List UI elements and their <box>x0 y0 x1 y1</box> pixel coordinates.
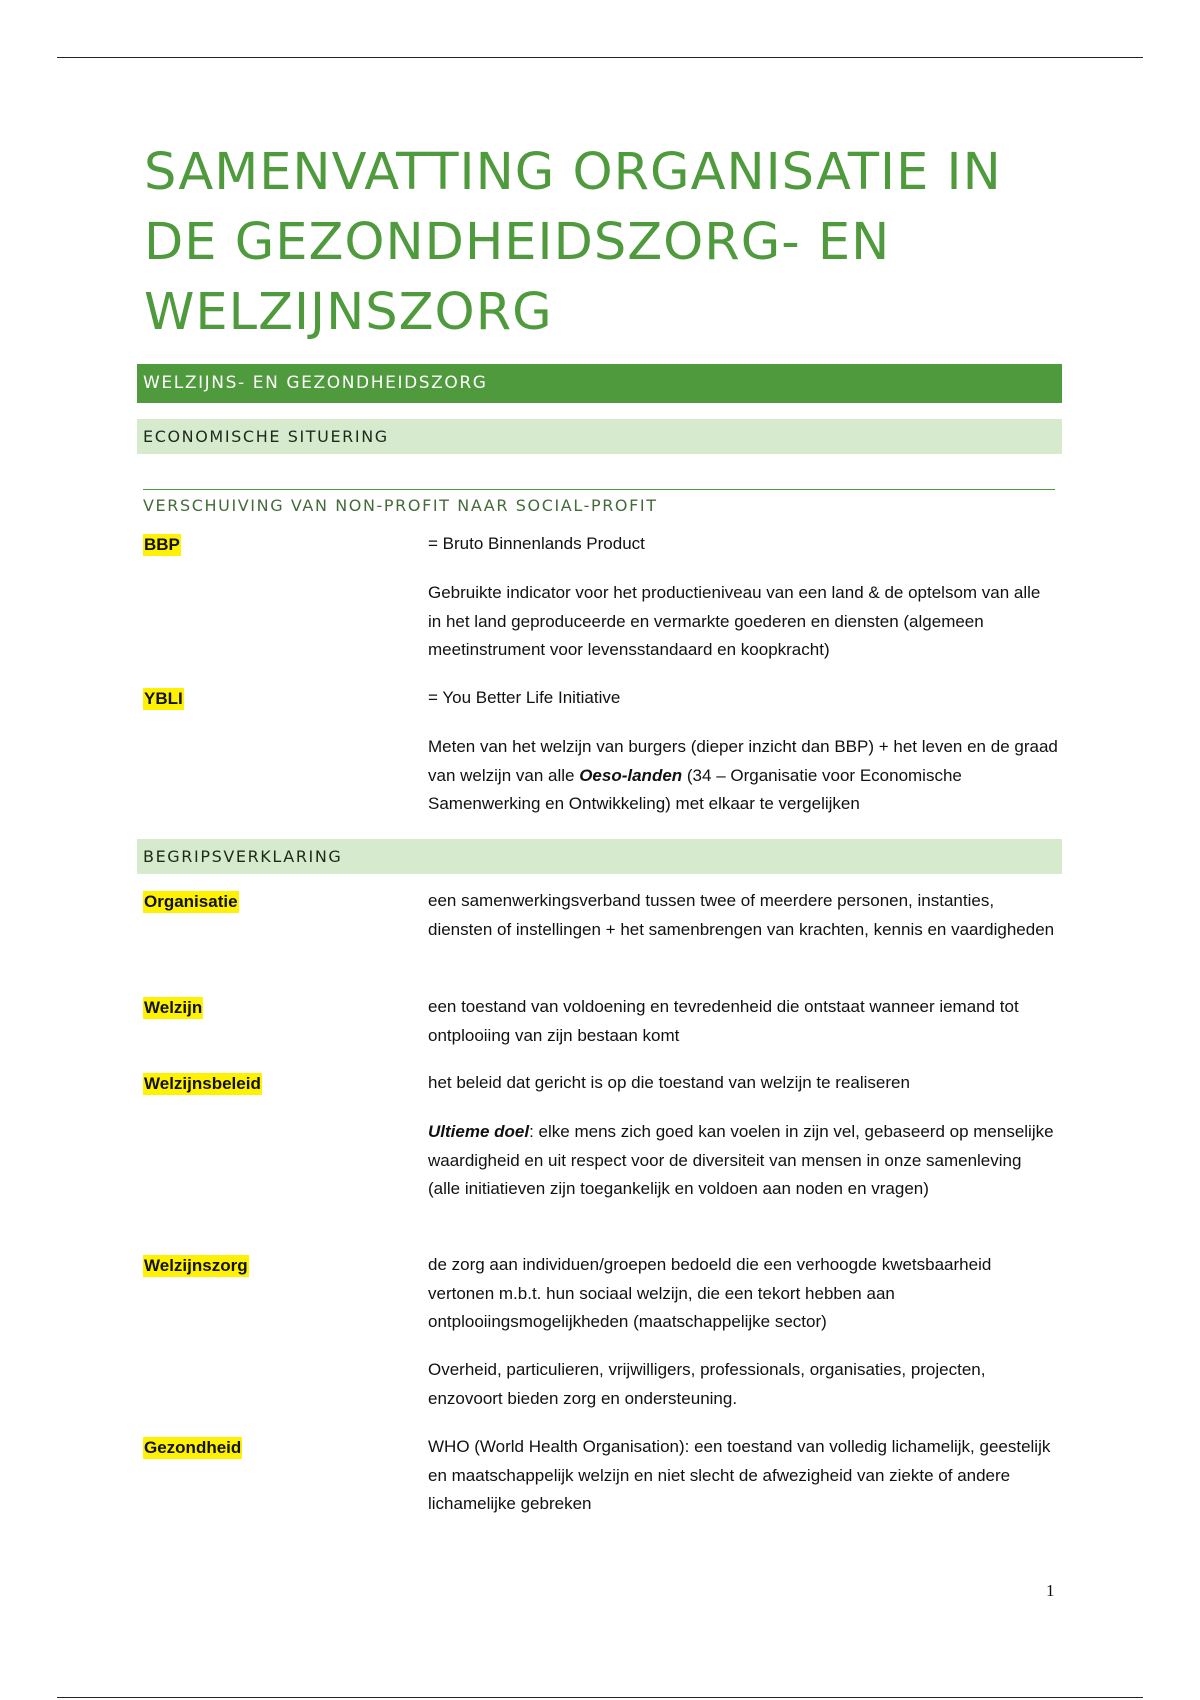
def-ybli: = You Better Life Initiative <box>428 688 621 707</box>
ybli-extra-text-2: (34 – Organisatie voor Economische Samenwerking en Ontwikkeling) met elkaar te vergelijken <box>428 765 962 813</box>
def-welzijnszorg-extra: Overheid, particulieren, vrijwilligers, professionals, organisaties, projecten, enzovoort bieden zorg en ondersteuning. <box>428 1360 986 1408</box>
term-welzijnsbeleid: Welzijnsbeleid <box>144 1074 261 1093</box>
welzijnsbeleid-extra-emphasis: Ultieme doel <box>428 1122 530 1141</box>
heading-begripsverklaring: BEGRIPSVERKLARING <box>137 839 1062 874</box>
top-border-line <box>57 57 1143 58</box>
def-bbp-extra: Gebruikte indicator voor het productieniveau van een land & de optelsom van alle in het land geproduceerde en vermarkte goederen en diensten (algemeen meetinstrument voor levensstandaard en koopkracht) <box>428 583 1041 659</box>
page-number: 1 <box>1046 1581 1055 1600</box>
heading-verschuiving: VERSCHUIVING VAN NON-PROFIT NAAR SOCIAL-PROFIT <box>143 489 1055 515</box>
welzijnsbeleid-extra-text: : elke mens zich goed kan voelen in zijn vel, gebaseerd op menselijke waardigheid en uit respect voor de diversiteit van mensen in onze samenleving (alle initiatieven zijn toegankelijk en voldoen aan noden en vragen) <box>428 1122 1054 1198</box>
def-ybli-extra <box>428 733 1058 819</box>
bottom-border-line <box>57 1697 1143 1698</box>
term-organisatie: Organisatie <box>144 892 238 911</box>
def-bbp: = Bruto Binnenlands Product <box>428 534 645 553</box>
term-gezondheid: Gezondheid <box>144 1438 242 1457</box>
def-gezondheid: WHO (World Health Organisation): een toestand van volledig lichamelijk, geestelijk en maatschappelijk welzijn en niet slecht de afwezigheid van ziekte of andere lichamelijke gebreken <box>428 1437 1051 1513</box>
heading-economische-situering: ECONOMISCHE SITUERING <box>137 419 1062 454</box>
term-welzijnszorg: Welzijnszorg <box>144 1256 248 1275</box>
heading-welzijns-gezondheidszorg: WELZIJNS- EN GEZONDHEIDSZORG <box>137 364 1062 403</box>
ybli-extra-text-1: Meten van het welzijn van burgers (dieper inzicht dan BBP) + het leven en de graad van welzijn van alle <box>428 737 1058 785</box>
term-ybli: YBLI <box>144 689 183 708</box>
document-title: SAMENVATTING ORGANISATIE IN DE GEZONDHEIDSZORG- EN WELZIJNSZORG <box>144 143 1002 342</box>
ybli-extra-emphasis: Oeso-landen <box>579 765 683 785</box>
def-welzijnsbeleid: het beleid dat gericht is op die toestand van welzijn te realiseren <box>428 1073 910 1092</box>
def-organisatie: een samenwerkingsverband tussen twee of meerdere personen, instanties, diensten of instellingen + het samenbrengen van krachten, kennis en vaardigheden <box>428 891 1055 939</box>
def-welzijn: een toestand van voldoening en tevredenheid die ontstaat wanneer iemand tot ontplooiing van zijn bestaan komt <box>428 997 1019 1045</box>
term-bbp: BBP <box>144 535 180 554</box>
def-welzijnszorg: de zorg aan individuen/groepen bedoeld die een verhoogde kwetsbaarheid vertonen m.b.t. hun sociaal welzijn, die een tekort hebben aan ontplooiingsmogelijkheden (maatschappelijke sector) <box>428 1255 992 1331</box>
term-welzijn: Welzijn <box>144 998 203 1017</box>
def-welzijnsbeleid-extra <box>428 1118 1058 1204</box>
